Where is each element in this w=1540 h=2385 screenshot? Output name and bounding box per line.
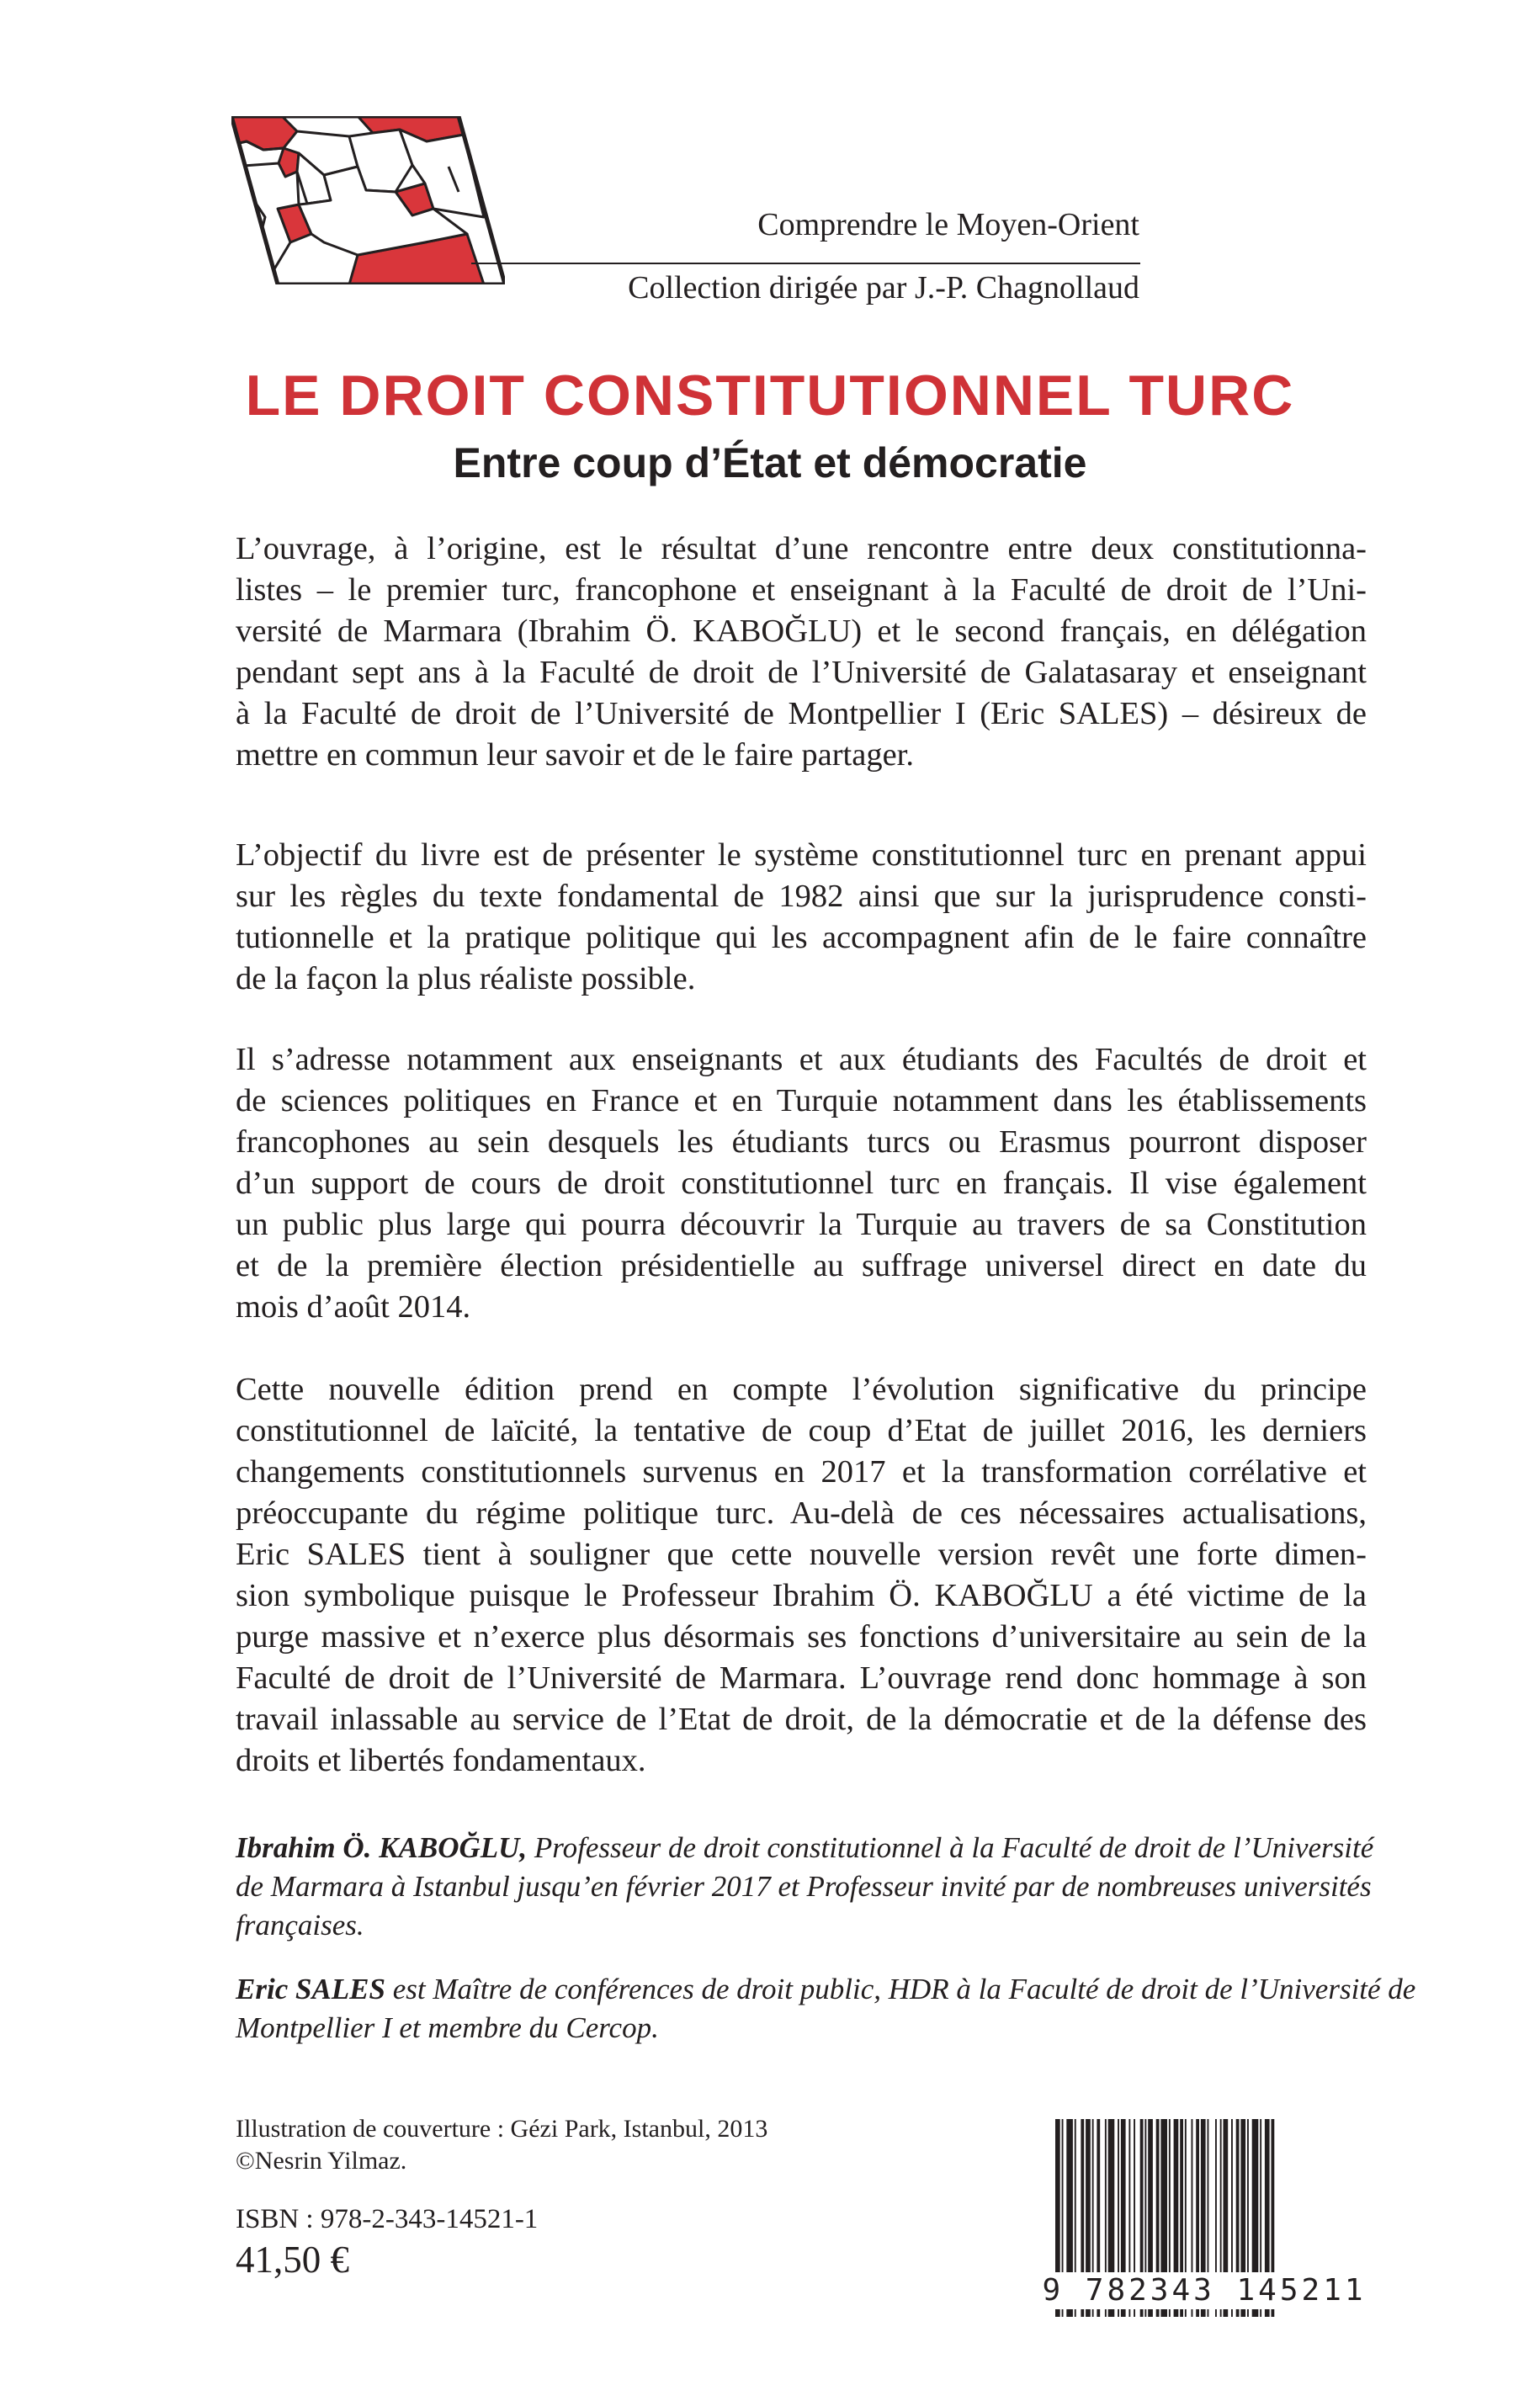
blurb-paragraph-4 xyxy=(236,1369,1367,1782)
paragraph-line: travail inlassable au service de l’Etat de droit, de la démocratie et de la défense des xyxy=(236,1702,1367,1737)
paragraph-line: Cette nouvelle édition prend en compte l’évolution significative du principe xyxy=(236,1372,1367,1407)
paragraph-line: d’un support de cours de droit constitutionnel turc en français. Il vise également xyxy=(236,1166,1367,1201)
paragraph-line: mettre en commun leur savoir et de le faire partager. xyxy=(236,737,914,773)
price: 41,50 € xyxy=(236,2239,349,2281)
barcode-digits: 9 782343 145211 xyxy=(1032,2272,1377,2309)
paragraph-line: un public plus large qui pourra découvrir la Turquie au travers de sa Constitution xyxy=(236,1207,1367,1242)
paragraph-line: changements constitutionnels survenus en 2017 et la transformation corrélative et xyxy=(236,1454,1367,1490)
paragraph-line: L’ouvrage, à l’origine, est le résultat d’une rencontre entre deux constitutionna- xyxy=(236,531,1367,566)
paragraph-line: préoccupante du régime politique turc. Au-delà de ces nécessaires actualisations, xyxy=(236,1495,1367,1531)
cover-illustration-credit: Illustration de couverture : Gézi Park, Istanbul, 2013 xyxy=(236,2115,768,2143)
book-title: LE DROIT CONSTITUTIONNEL TURC xyxy=(245,364,1295,428)
bio-line: de Marmara à Istanbul jusqu’en février 2017 et Professeur invité par de nombreuses universités xyxy=(236,1870,1372,1903)
bio-line xyxy=(236,1829,1374,1867)
paragraph-line: mois d’août 2014. xyxy=(236,1289,471,1325)
book-subtitle: Entre coup d’État et démocratie xyxy=(453,439,1087,486)
paragraph-line: de sciences politiques en France et en Turquie notamment dans les établissements xyxy=(236,1083,1367,1118)
author-bio-kaboglu xyxy=(236,1829,1374,1945)
paragraph-line: tutionnelle et la pratique politique qui les accompagnent afin de le faire connaître xyxy=(236,920,1367,955)
paragraph-line: et de la première élection présidentielle au suffrage universel direct en date du xyxy=(236,1248,1367,1283)
paragraph-line: pendant sept ans à la Faculté de droit de l’Université de Galatasaray et enseignant xyxy=(236,655,1367,690)
author-name: Ibrahim Ö. KABOĞLU, xyxy=(236,1831,528,1864)
bio-text: est Maître de conférences de droit public, HDR à la Faculté de droit de l’Université de xyxy=(385,1973,1416,2005)
paragraph-line: versité de Marmara (Ibrahim Ö. KABOĞLU) et le second français, en délégation xyxy=(236,614,1367,649)
paragraph-line: L’objectif du livre est de présenter le système constitutionnel turc en prenant appui xyxy=(236,837,1367,873)
middle-east-map-icon xyxy=(231,116,505,284)
author-bio-sales xyxy=(236,1970,1416,2048)
paragraph-line: de la façon la plus réaliste possible. xyxy=(236,961,696,996)
bio-line: Montpellier I et membre du Cercop. xyxy=(236,2011,659,2044)
isbn: ISBN : 978-2-343-14521-1 xyxy=(236,2204,539,2234)
blurb-paragraph-2 xyxy=(236,835,1367,1000)
paragraph-line: Il s’adresse notamment aux enseignants et aux étudiants des Facultés de droit et xyxy=(236,1042,1367,1077)
photo-copyright: ©Nesrin Yilmaz. xyxy=(236,2147,407,2175)
paragraph-line: constitutionnel de laïcité, la tentative de coup d’Etat de juillet 2016, les derniers xyxy=(236,1413,1367,1448)
author-name: Eric SALES xyxy=(236,1973,385,2005)
collection-name: Comprendre le Moyen-Orient xyxy=(757,207,1139,242)
collection-divider xyxy=(471,263,1140,264)
paragraph-line: purge massive et n’exerce plus désormais ses fonctions d’universitaire au sein de la xyxy=(236,1619,1367,1655)
blurb-paragraph-1 xyxy=(236,529,1367,776)
paragraph-line: Faculté de droit de l’Université de Marmara. L’ouvrage rend donc hommage à son xyxy=(236,1660,1367,1696)
paragraph-line: Eric SALES tient à souligner que cette nouvelle version revêt une forte dimen- xyxy=(236,1537,1367,1572)
collection-director: Collection dirigée par J.-P. Chagnollaud xyxy=(628,270,1139,305)
paragraph-line: sion symbolique puisque le Professeur Ibrahim Ö. KABOĞLU a été victime de la xyxy=(236,1578,1367,1613)
bio-text: Professeur de droit constitutionnel à la Faculté de droit de l’Université xyxy=(527,1831,1374,1864)
paragraph-line: sur les règles du texte fondamental de 1982 ainsi que sur la jurisprudence consti- xyxy=(236,879,1367,914)
bio-line xyxy=(236,1970,1416,2009)
paragraph-line: à la Faculté de droit de l’Université de Montpellier I (Eric SALES) – désireux de xyxy=(236,696,1367,731)
paragraph-line: francophones au sein desquels les étudiants turcs ou Erasmus pourront disposer xyxy=(236,1124,1367,1160)
blurb-paragraph-3 xyxy=(236,1039,1367,1328)
paragraph-line: listes – le premier turc, francophone et enseignant à la Faculté de droit de l’Uni- xyxy=(236,572,1367,608)
bio-line: françaises. xyxy=(236,1909,364,1941)
paragraph-line: droits et libertés fondamentaux. xyxy=(236,1743,646,1778)
